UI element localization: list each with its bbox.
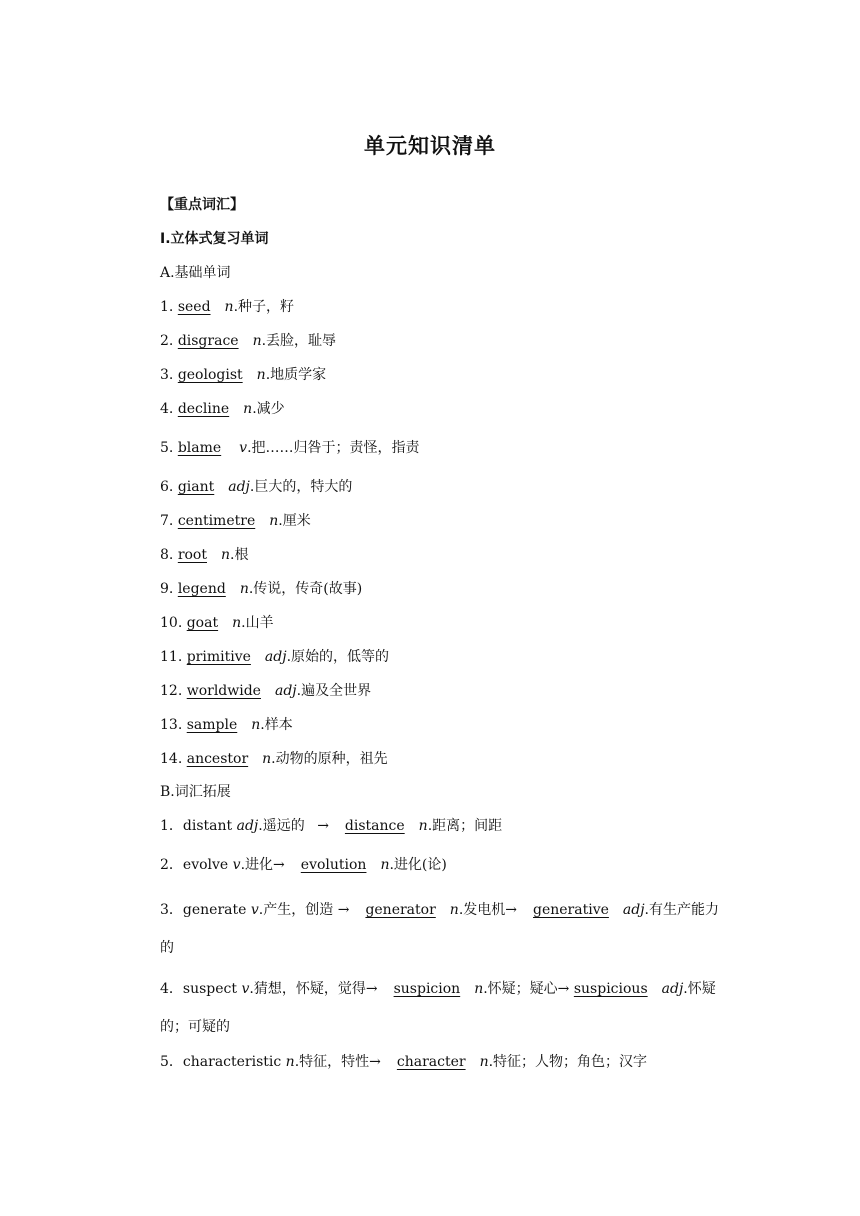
derived-word: distance xyxy=(344,818,405,834)
section-heading: 【重点词汇】 xyxy=(160,197,244,213)
ext-item: 5．characteristic n.特征，特性→ character n.特征；人物；角色；汉字 xyxy=(160,1054,648,1070)
word-item: 7. centimetre n.厘米 xyxy=(160,513,311,529)
vocab-word: seed xyxy=(177,299,211,315)
vocab-word: root xyxy=(177,547,207,563)
derived-word: character xyxy=(396,1054,466,1070)
word-item: 13. sample n.样本 xyxy=(160,717,293,733)
word-item: 4. decline n.减少 xyxy=(160,401,285,417)
arrow-icon: → xyxy=(505,902,517,918)
page-title: 单元知识清单 xyxy=(364,134,496,158)
word-item: 6. giant adj.巨大的，特大的 xyxy=(160,479,353,495)
word-item: 8. root n.根 xyxy=(160,547,249,563)
word-item: 5. blame v.把……归咎于；责怪，指责 xyxy=(160,440,420,456)
part-a-heading: A.基础单词 xyxy=(160,265,231,281)
arrow-icon: → xyxy=(365,981,378,997)
vocab-word: ancestor xyxy=(186,751,249,767)
part-b-heading: B.词汇拓展 xyxy=(160,784,231,800)
derived-word: suspicion xyxy=(393,981,461,997)
word-item: 1. seed n.种子，籽 xyxy=(160,299,295,315)
ext-item: 1．distant adj.遥远的 → distance n.距离；间距 xyxy=(160,818,503,834)
ext-item-wrapped: 4．suspect v.猜想，怀疑，觉得→ suspicion n.怀疑；疑心→ suspicious adj.怀疑的；可疑的 xyxy=(160,981,716,1035)
sub-heading: Ⅰ.立体式复习单词 xyxy=(160,231,269,247)
arrow-icon: → xyxy=(317,818,329,834)
vocab-word: disgrace xyxy=(177,333,239,349)
arrow-icon: → xyxy=(557,981,570,997)
derived-word: suspicious xyxy=(573,981,648,997)
derived-word: evolution xyxy=(300,857,367,873)
vocab-word: sample xyxy=(186,717,238,733)
derived-word: generative xyxy=(533,902,609,918)
vocab-word: geologist xyxy=(177,367,243,383)
word-item: 12. worldwide adj.遍及全世界 xyxy=(160,683,372,699)
vocab-word: goat xyxy=(186,615,219,631)
vocab-word: worldwide xyxy=(186,683,261,699)
vocab-word: blame xyxy=(177,440,222,456)
word-item: 9. legend n.传说，传奇(故事) xyxy=(160,581,363,597)
vocab-word: giant xyxy=(177,479,215,495)
ext-item-wrapped: 3．generate v.产生，创造 → generator n.发电机→ generative adj.有生产能力的 xyxy=(160,902,719,956)
word-item: 10. goat n.山羊 xyxy=(160,615,274,631)
word-item: 2. disgrace n.丢脸，耻辱 xyxy=(160,333,337,349)
arrow-icon: → xyxy=(273,857,285,873)
word-item: 14. ancestor n.动物的原种，祖先 xyxy=(160,751,388,767)
ext-item: 2．evolve v.进化→ evolution n.进化(论) xyxy=(160,857,447,873)
vocab-word: primitive xyxy=(186,649,251,665)
vocab-word: centimetre xyxy=(177,513,256,529)
arrow-icon: → xyxy=(337,902,350,918)
vocab-word: legend xyxy=(177,581,226,597)
vocab-word: decline xyxy=(177,401,230,417)
word-item: 11. primitive adj.原始的，低等的 xyxy=(160,649,390,665)
word-item: 3. geologist n.地质学家 xyxy=(160,367,327,383)
arrow-icon: → xyxy=(369,1054,381,1070)
derived-word: generator xyxy=(365,902,436,918)
